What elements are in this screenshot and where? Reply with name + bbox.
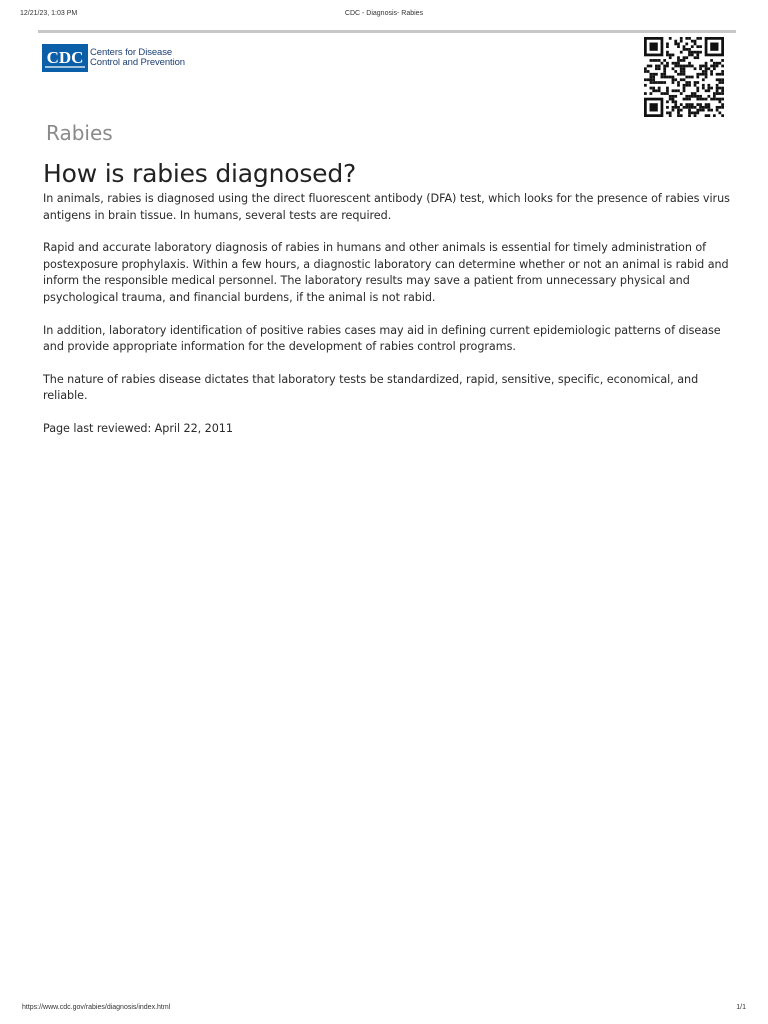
cdc-logo-line1: Centers for Disease [90, 47, 173, 58]
cdc-logo[interactable] [42, 44, 185, 72]
header-divider [38, 30, 736, 33]
cdc-logo-line2: Control and Prevention [90, 57, 185, 68]
print-document-title: CDC - Diagnosis- Rabies [344, 10, 424, 17]
paragraph: The nature of rabies disease dictates that laboratory tests be standardized, rapid, sensitive, specific, economical, and reliable. [43, 372, 699, 403]
print-datetime: 12/21/23, 1:03 PM [20, 10, 78, 17]
last-reviewed-date: Page last reviewed: April 22, 2011 [43, 421, 233, 435]
page-title: How is rabies diagnosed? [43, 159, 357, 188]
qr-code-icon [642, 37, 726, 117]
print-footer [22, 1004, 746, 1014]
article-body [43, 191, 733, 454]
cdc-logo-mark-icon [42, 44, 88, 72]
cdc-logo-mark-text: CDC [46, 48, 84, 67]
print-url: https://www.cdc.gov/rabies/diagnosis/index.html [22, 1004, 171, 1011]
paragraph: In animals, rabies is diagnosed using the direct fluorescent antibody (DFA) test, which looks for the presence of rabies virus antigens in brain tissue. In humans, several tests are required. [43, 192, 730, 222]
print-header [20, 10, 748, 22]
page-number: 1/1 [736, 1004, 746, 1011]
section-label: Rabies [46, 121, 113, 145]
paragraph: In addition, laboratory identification of positive rabies cases may aid in defining current epidemiologic patterns of disease and provide appropriate information for the development of rabies control programs. [43, 323, 721, 354]
cdc-logo-wordmark [90, 48, 185, 68]
paragraph: Rapid and accurate laboratory diagnosis of rabies in humans and other animals is essential for timely administration of postexposure prophylaxis. Within a few hours, a diagnostic laboratory can determine whether or not an animal is rabid and inform the responsible medical personnel. The laboratory results may save a patient from unnecessary physical and psychological trauma, and financial burdens, if the animal is not rabid. [43, 241, 729, 304]
